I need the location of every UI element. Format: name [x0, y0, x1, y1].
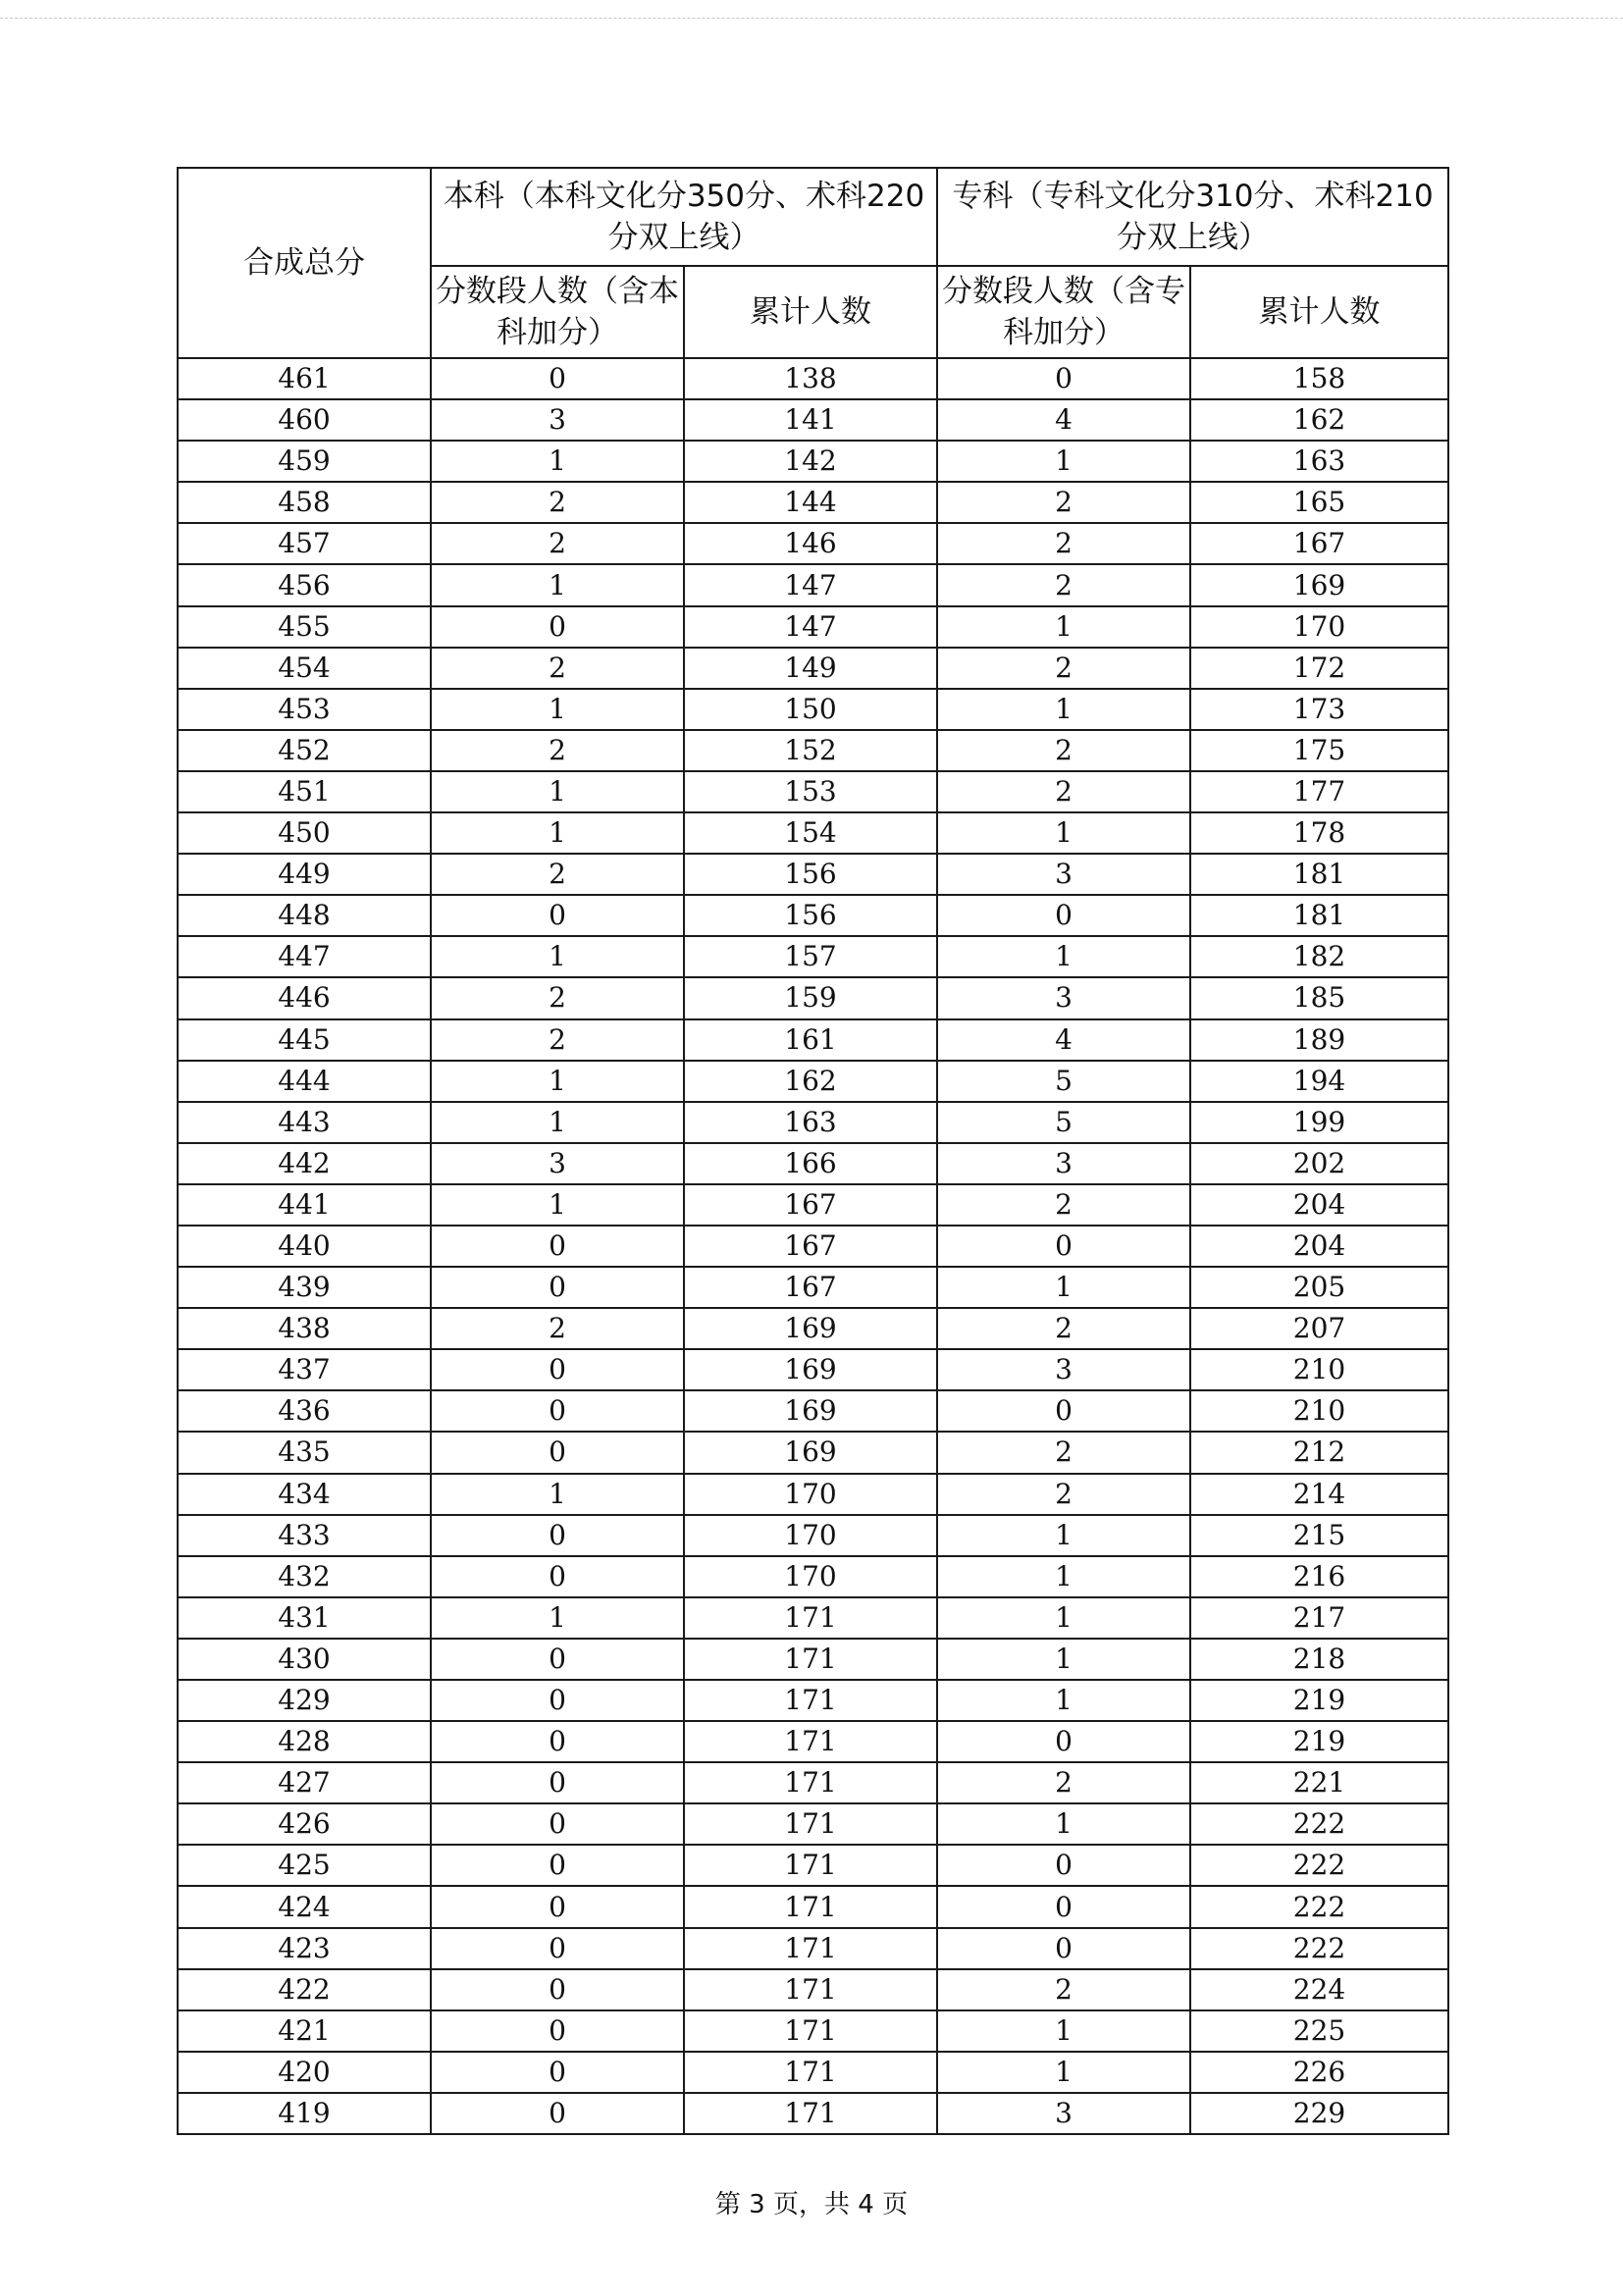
cell-undergrad-cumulative: 167 [684, 1226, 937, 1267]
cell-undergrad-cumulative: 141 [684, 399, 937, 441]
cell-junior-cumulative: 218 [1190, 1639, 1448, 1680]
cell-undergrad-count: 2 [431, 854, 684, 895]
cell-junior-cumulative: 216 [1190, 1556, 1448, 1597]
cell-score: 433 [178, 1515, 431, 1556]
cell-junior-cumulative: 205 [1190, 1267, 1448, 1308]
cell-undergrad-count: 0 [431, 2052, 684, 2093]
cell-junior-cumulative: 185 [1190, 977, 1448, 1018]
cell-undergrad-count: 2 [431, 730, 684, 771]
cell-junior-cumulative: 177 [1190, 771, 1448, 812]
cell-junior-cumulative: 178 [1190, 812, 1448, 854]
cell-undergrad-cumulative: 138 [684, 358, 937, 399]
cell-undergrad-count: 0 [431, 1969, 684, 2010]
cell-junior-cumulative: 163 [1190, 441, 1448, 482]
cell-undergrad-cumulative: 162 [684, 1061, 937, 1102]
table-header [178, 168, 1448, 358]
cell-undergrad-cumulative: 170 [684, 1474, 937, 1515]
cell-undergrad-count: 2 [431, 523, 684, 564]
cell-junior-cumulative: 158 [1190, 358, 1448, 399]
scan-edge-line [0, 18, 1623, 19]
table-row [178, 1762, 1448, 1803]
cell-undergrad-count: 0 [431, 1928, 684, 1969]
cell-undergrad-count: 1 [431, 936, 684, 977]
cell-undergrad-count: 0 [431, 606, 684, 648]
cell-score: 441 [178, 1184, 431, 1226]
cell-junior-cumulative: 173 [1190, 689, 1448, 730]
cell-undergrad-count: 2 [431, 648, 684, 689]
cell-undergrad-cumulative: 153 [684, 771, 937, 812]
table-row [178, 1474, 1448, 1515]
cell-junior-cumulative: 162 [1190, 399, 1448, 441]
cell-junior-cumulative: 222 [1190, 1928, 1448, 1969]
cell-undergrad-cumulative: 154 [684, 812, 937, 854]
table-row [178, 1226, 1448, 1267]
cell-junior-count: 2 [937, 648, 1190, 689]
cell-junior-count: 1 [937, 1267, 1190, 1308]
cell-score: 437 [178, 1349, 431, 1390]
cell-undergrad-cumulative: 171 [684, 1597, 937, 1639]
cell-undergrad-cumulative: 142 [684, 441, 937, 482]
cell-junior-count: 0 [937, 1721, 1190, 1762]
cell-junior-cumulative: 170 [1190, 606, 1448, 648]
table-row [178, 1432, 1448, 1473]
table-row [178, 1184, 1448, 1226]
table-row [178, 1349, 1448, 1390]
cell-undergrad-count: 0 [431, 895, 684, 936]
cell-score: 427 [178, 1762, 431, 1803]
cell-junior-cumulative: 212 [1190, 1432, 1448, 1473]
cell-junior-count: 4 [937, 1019, 1190, 1061]
cell-undergrad-count: 1 [431, 1061, 684, 1102]
cell-score: 435 [178, 1432, 431, 1473]
cell-undergrad-cumulative: 147 [684, 564, 937, 605]
cell-junior-count: 2 [937, 1969, 1190, 2010]
cell-junior-cumulative: 221 [1190, 1762, 1448, 1803]
cell-junior-count: 1 [937, 2052, 1190, 2093]
cell-score: 450 [178, 812, 431, 854]
header-total-score: 合成总分 [178, 168, 431, 358]
cell-undergrad-count: 0 [431, 1515, 684, 1556]
table-row [178, 895, 1448, 936]
table-row [178, 1803, 1448, 1845]
cell-undergrad-count: 1 [431, 564, 684, 605]
table-row [178, 358, 1448, 399]
cell-junior-count: 1 [937, 689, 1190, 730]
cell-undergrad-count: 1 [431, 689, 684, 730]
cell-score: 420 [178, 2052, 431, 2093]
cell-score: 424 [178, 1886, 431, 1927]
table-row [178, 730, 1448, 771]
cell-undergrad-cumulative: 171 [684, 2010, 937, 2052]
cell-undergrad-count: 2 [431, 977, 684, 1018]
cell-score: 460 [178, 399, 431, 441]
cell-junior-count: 2 [937, 564, 1190, 605]
cell-junior-count: 2 [937, 1762, 1190, 1803]
cell-undergrad-count: 3 [431, 399, 684, 441]
cell-undergrad-count: 0 [431, 1845, 684, 1886]
cell-score: 451 [178, 771, 431, 812]
table-row [178, 441, 1448, 482]
cell-junior-count: 1 [937, 2010, 1190, 2052]
cell-junior-count: 2 [937, 1184, 1190, 1226]
header-junior-count: 分数段人数（含专科加分） [937, 266, 1190, 358]
table-row [178, 564, 1448, 605]
cell-undergrad-count: 1 [431, 441, 684, 482]
cell-undergrad-cumulative: 144 [684, 482, 937, 523]
cell-junior-cumulative: 215 [1190, 1515, 1448, 1556]
cell-score: 440 [178, 1226, 431, 1267]
table-row [178, 1143, 1448, 1184]
cell-junior-count: 3 [937, 1143, 1190, 1184]
table-row [178, 482, 1448, 523]
table-row [178, 648, 1448, 689]
cell-undergrad-count: 0 [431, 2010, 684, 2052]
cell-junior-cumulative: 210 [1190, 1390, 1448, 1432]
cell-score: 423 [178, 1928, 431, 1969]
cell-undergrad-count: 1 [431, 812, 684, 854]
cell-score: 434 [178, 1474, 431, 1515]
cell-junior-count: 2 [937, 771, 1190, 812]
cell-undergrad-cumulative: 152 [684, 730, 937, 771]
cell-undergrad-count: 1 [431, 771, 684, 812]
cell-score: 454 [178, 648, 431, 689]
cell-junior-cumulative: 214 [1190, 1474, 1448, 1515]
cell-junior-count: 1 [937, 441, 1190, 482]
cell-junior-count: 1 [937, 1556, 1190, 1597]
cell-score: 436 [178, 1390, 431, 1432]
cell-undergrad-cumulative: 171 [684, 1680, 937, 1721]
table-row [178, 689, 1448, 730]
cell-undergrad-cumulative: 171 [684, 1845, 937, 1886]
cell-undergrad-cumulative: 169 [684, 1308, 937, 1349]
cell-junior-count: 4 [937, 399, 1190, 441]
cell-undergrad-count: 0 [431, 1349, 684, 1390]
cell-junior-cumulative: 172 [1190, 648, 1448, 689]
cell-undergrad-cumulative: 156 [684, 895, 937, 936]
cell-undergrad-count: 1 [431, 1474, 684, 1515]
cell-undergrad-cumulative: 149 [684, 648, 937, 689]
cell-score: 443 [178, 1102, 431, 1143]
cell-junior-cumulative: 219 [1190, 1680, 1448, 1721]
table-row [178, 1969, 1448, 2010]
cell-undergrad-count: 1 [431, 1184, 684, 1226]
cell-undergrad-cumulative: 171 [684, 1886, 937, 1927]
cell-undergrad-cumulative: 170 [684, 1515, 937, 1556]
cell-score: 419 [178, 2093, 431, 2134]
cell-undergrad-cumulative: 170 [684, 1556, 937, 1597]
table-row [178, 812, 1448, 854]
cell-undergrad-count: 0 [431, 1556, 684, 1597]
cell-score: 449 [178, 854, 431, 895]
cell-undergrad-cumulative: 171 [684, 2052, 937, 2093]
cell-undergrad-cumulative: 169 [684, 1432, 937, 1473]
table-row [178, 936, 1448, 977]
table-row [178, 1102, 1448, 1143]
table-row [178, 1639, 1448, 1680]
cell-undergrad-count: 0 [431, 1762, 684, 1803]
cell-undergrad-count: 0 [431, 1432, 684, 1473]
table-row [178, 771, 1448, 812]
cell-undergrad-count: 0 [431, 1680, 684, 1721]
cell-junior-count: 2 [937, 523, 1190, 564]
cell-undergrad-cumulative: 171 [684, 1639, 937, 1680]
cell-score: 421 [178, 2010, 431, 2052]
cell-junior-count: 2 [937, 1308, 1190, 1349]
cell-undergrad-cumulative: 163 [684, 1102, 937, 1143]
cell-junior-count: 0 [937, 1226, 1190, 1267]
cell-score: 431 [178, 1597, 431, 1639]
header-undergrad-cumulative: 累计人数 [684, 266, 937, 358]
cell-junior-count: 0 [937, 1886, 1190, 1927]
cell-score: 456 [178, 564, 431, 605]
cell-undergrad-count: 0 [431, 358, 684, 399]
cell-undergrad-cumulative: 171 [684, 1969, 937, 2010]
table-row [178, 1680, 1448, 1721]
cell-score: 439 [178, 1267, 431, 1308]
header-undergrad-count: 分数段人数（含本科加分） [431, 266, 684, 358]
table-row [178, 1390, 1448, 1432]
cell-junior-cumulative: 210 [1190, 1349, 1448, 1390]
cell-score: 453 [178, 689, 431, 730]
header-undergrad-group: 本科（本科文化分350分、术科220分双上线） [431, 168, 937, 266]
cell-junior-count: 5 [937, 1061, 1190, 1102]
cell-undergrad-cumulative: 171 [684, 1803, 937, 1845]
table-row [178, 1267, 1448, 1308]
cell-junior-count: 0 [937, 1845, 1190, 1886]
cell-undergrad-count: 0 [431, 1803, 684, 1845]
table-row [178, 1556, 1448, 1597]
table-body [178, 358, 1448, 2134]
cell-junior-cumulative: 224 [1190, 1969, 1448, 2010]
table-row [178, 1928, 1448, 1969]
cell-junior-cumulative: 189 [1190, 1019, 1448, 1061]
cell-score: 448 [178, 895, 431, 936]
cell-junior-cumulative: 169 [1190, 564, 1448, 605]
cell-junior-count: 5 [937, 1102, 1190, 1143]
cell-score: 425 [178, 1845, 431, 1886]
table-row [178, 1721, 1448, 1762]
cell-junior-cumulative: 222 [1190, 1886, 1448, 1927]
table-row [178, 1597, 1448, 1639]
cell-score: 461 [178, 358, 431, 399]
cell-junior-count: 0 [937, 1928, 1190, 1969]
cell-score: 447 [178, 936, 431, 977]
cell-junior-cumulative: 219 [1190, 1721, 1448, 1762]
cell-undergrad-cumulative: 146 [684, 523, 937, 564]
cell-undergrad-count: 2 [431, 482, 684, 523]
cell-undergrad-cumulative: 171 [684, 1928, 937, 1969]
table-row [178, 854, 1448, 895]
cell-score: 442 [178, 1143, 431, 1184]
cell-undergrad-count: 0 [431, 1886, 684, 1927]
cell-undergrad-count: 3 [431, 1143, 684, 1184]
cell-junior-cumulative: 204 [1190, 1184, 1448, 1226]
cell-junior-count: 3 [937, 977, 1190, 1018]
cell-junior-cumulative: 207 [1190, 1308, 1448, 1349]
table-row [178, 523, 1448, 564]
cell-undergrad-count: 2 [431, 1019, 684, 1061]
cell-score: 422 [178, 1969, 431, 2010]
table-row [178, 606, 1448, 648]
cell-junior-count: 2 [937, 482, 1190, 523]
cell-junior-count: 1 [937, 606, 1190, 648]
cell-junior-count: 2 [937, 1432, 1190, 1473]
cell-score: 459 [178, 441, 431, 482]
cell-undergrad-cumulative: 169 [684, 1390, 937, 1432]
cell-junior-cumulative: 229 [1190, 2093, 1448, 2134]
cell-junior-count: 1 [937, 812, 1190, 854]
cell-junior-count: 0 [937, 1390, 1190, 1432]
cell-junior-cumulative: 225 [1190, 2010, 1448, 2052]
cell-undergrad-count: 0 [431, 1267, 684, 1308]
table-row [178, 1886, 1448, 1927]
cell-junior-count: 2 [937, 730, 1190, 771]
cell-score: 445 [178, 1019, 431, 1061]
cell-junior-count: 1 [937, 936, 1190, 977]
table-row [178, 1515, 1448, 1556]
cell-junior-cumulative: 226 [1190, 2052, 1448, 2093]
cell-undergrad-cumulative: 169 [684, 1349, 937, 1390]
cell-undergrad-count: 0 [431, 1639, 684, 1680]
table-row [178, 2052, 1448, 2093]
table-row [178, 2093, 1448, 2134]
cell-undergrad-count: 0 [431, 1390, 684, 1432]
cell-junior-cumulative: 202 [1190, 1143, 1448, 1184]
cell-junior-cumulative: 204 [1190, 1226, 1448, 1267]
cell-junior-cumulative: 222 [1190, 1803, 1448, 1845]
cell-undergrad-count: 2 [431, 1308, 684, 1349]
cell-junior-cumulative: 165 [1190, 482, 1448, 523]
cell-junior-cumulative: 167 [1190, 523, 1448, 564]
cell-undergrad-count: 0 [431, 2093, 684, 2134]
cell-score: 428 [178, 1721, 431, 1762]
cell-undergrad-cumulative: 147 [684, 606, 937, 648]
cell-junior-count: 1 [937, 1680, 1190, 1721]
cell-junior-count: 1 [937, 1597, 1190, 1639]
cell-score: 452 [178, 730, 431, 771]
table-row [178, 399, 1448, 441]
header-junior-group: 专科（专科文化分310分、术科210分双上线） [937, 168, 1448, 266]
table-row [178, 1019, 1448, 1061]
cell-undergrad-cumulative: 156 [684, 854, 937, 895]
cell-undergrad-cumulative: 167 [684, 1184, 937, 1226]
cell-score: 426 [178, 1803, 431, 1845]
cell-junior-count: 0 [937, 895, 1190, 936]
cell-undergrad-cumulative: 171 [684, 1762, 937, 1803]
cell-undergrad-cumulative: 150 [684, 689, 937, 730]
cell-score: 438 [178, 1308, 431, 1349]
cell-score: 446 [178, 977, 431, 1018]
cell-junior-count: 3 [937, 854, 1190, 895]
cell-junior-count: 3 [937, 1349, 1190, 1390]
cell-score: 458 [178, 482, 431, 523]
cell-undergrad-cumulative: 167 [684, 1267, 937, 1308]
page-footer: 第 3 页，共 4 页 [714, 2190, 909, 2219]
cell-undergrad-cumulative: 171 [684, 2093, 937, 2134]
cell-score: 455 [178, 606, 431, 648]
cell-junior-count: 0 [937, 358, 1190, 399]
header-junior-cumulative: 累计人数 [1190, 266, 1448, 358]
cell-junior-cumulative: 199 [1190, 1102, 1448, 1143]
cell-undergrad-count: 1 [431, 1102, 684, 1143]
cell-score: 429 [178, 1680, 431, 1721]
cell-junior-cumulative: 181 [1190, 895, 1448, 936]
table-row [178, 1308, 1448, 1349]
cell-junior-cumulative: 175 [1190, 730, 1448, 771]
score-distribution-table [177, 167, 1449, 2135]
cell-undergrad-cumulative: 171 [684, 1721, 937, 1762]
cell-undergrad-cumulative: 159 [684, 977, 937, 1018]
cell-undergrad-count: 1 [431, 1597, 684, 1639]
cell-undergrad-count: 0 [431, 1721, 684, 1762]
cell-undergrad-cumulative: 166 [684, 1143, 937, 1184]
cell-undergrad-cumulative: 161 [684, 1019, 937, 1061]
cell-junior-cumulative: 181 [1190, 854, 1448, 895]
table-row [178, 1061, 1448, 1102]
cell-junior-cumulative: 194 [1190, 1061, 1448, 1102]
cell-score: 432 [178, 1556, 431, 1597]
cell-junior-count: 2 [937, 1474, 1190, 1515]
cell-undergrad-count: 0 [431, 1226, 684, 1267]
table-row [178, 1845, 1448, 1886]
cell-junior-count: 3 [937, 2093, 1190, 2134]
cell-junior-count: 1 [937, 1639, 1190, 1680]
table-row [178, 2010, 1448, 2052]
cell-score: 430 [178, 1639, 431, 1680]
cell-score: 444 [178, 1061, 431, 1102]
cell-junior-count: 1 [937, 1515, 1190, 1556]
cell-junior-cumulative: 182 [1190, 936, 1448, 977]
table-row [178, 977, 1448, 1018]
cell-undergrad-cumulative: 157 [684, 936, 937, 977]
cell-junior-cumulative: 217 [1190, 1597, 1448, 1639]
cell-score: 457 [178, 523, 431, 564]
cell-junior-count: 1 [937, 1803, 1190, 1845]
cell-junior-cumulative: 222 [1190, 1845, 1448, 1886]
